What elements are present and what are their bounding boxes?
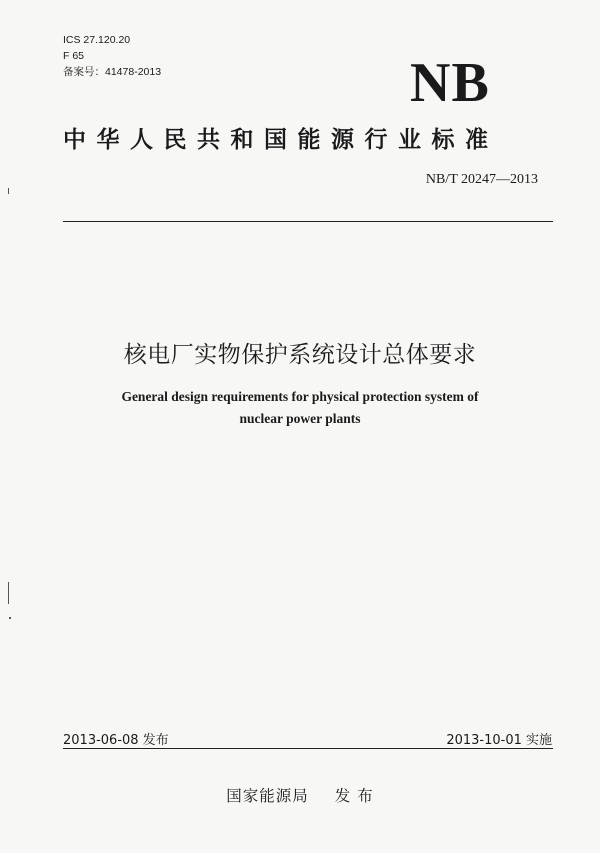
title-english-line-2: nuclear power plants: [239, 411, 361, 426]
document-title-english: [0, 386, 600, 430]
scan-mark: [8, 188, 9, 194]
publish-action: 发 布: [334, 787, 374, 805]
nb-logo: NB: [410, 52, 490, 114]
ics-code: ICS 27.120.20: [63, 34, 131, 46]
document-title-chinese: 核电厂实物保护系统设计总体要求: [123, 342, 477, 368]
publisher-line: [0, 784, 600, 806]
bottom-divider: [63, 748, 553, 749]
issue-date: 2013-06-08 发布: [63, 733, 169, 748]
publisher-name: 国家能源局: [226, 787, 309, 805]
document-metadata: [63, 32, 161, 80]
filing-number: 备案号：41478-2013: [63, 66, 162, 78]
scan-mark: [9, 617, 11, 619]
ccs-code: F 65: [63, 50, 85, 62]
title-english-line-1: General design requirements for physical protection system of: [121, 389, 479, 404]
standard-number: NB/T 20247—2013: [425, 172, 538, 187]
standard-category: 中华人民共和国能源行业标准: [63, 127, 499, 153]
implementation-date: 2013-10-01 实施: [446, 733, 552, 748]
top-divider: [63, 221, 553, 222]
scan-mark: [8, 582, 9, 604]
